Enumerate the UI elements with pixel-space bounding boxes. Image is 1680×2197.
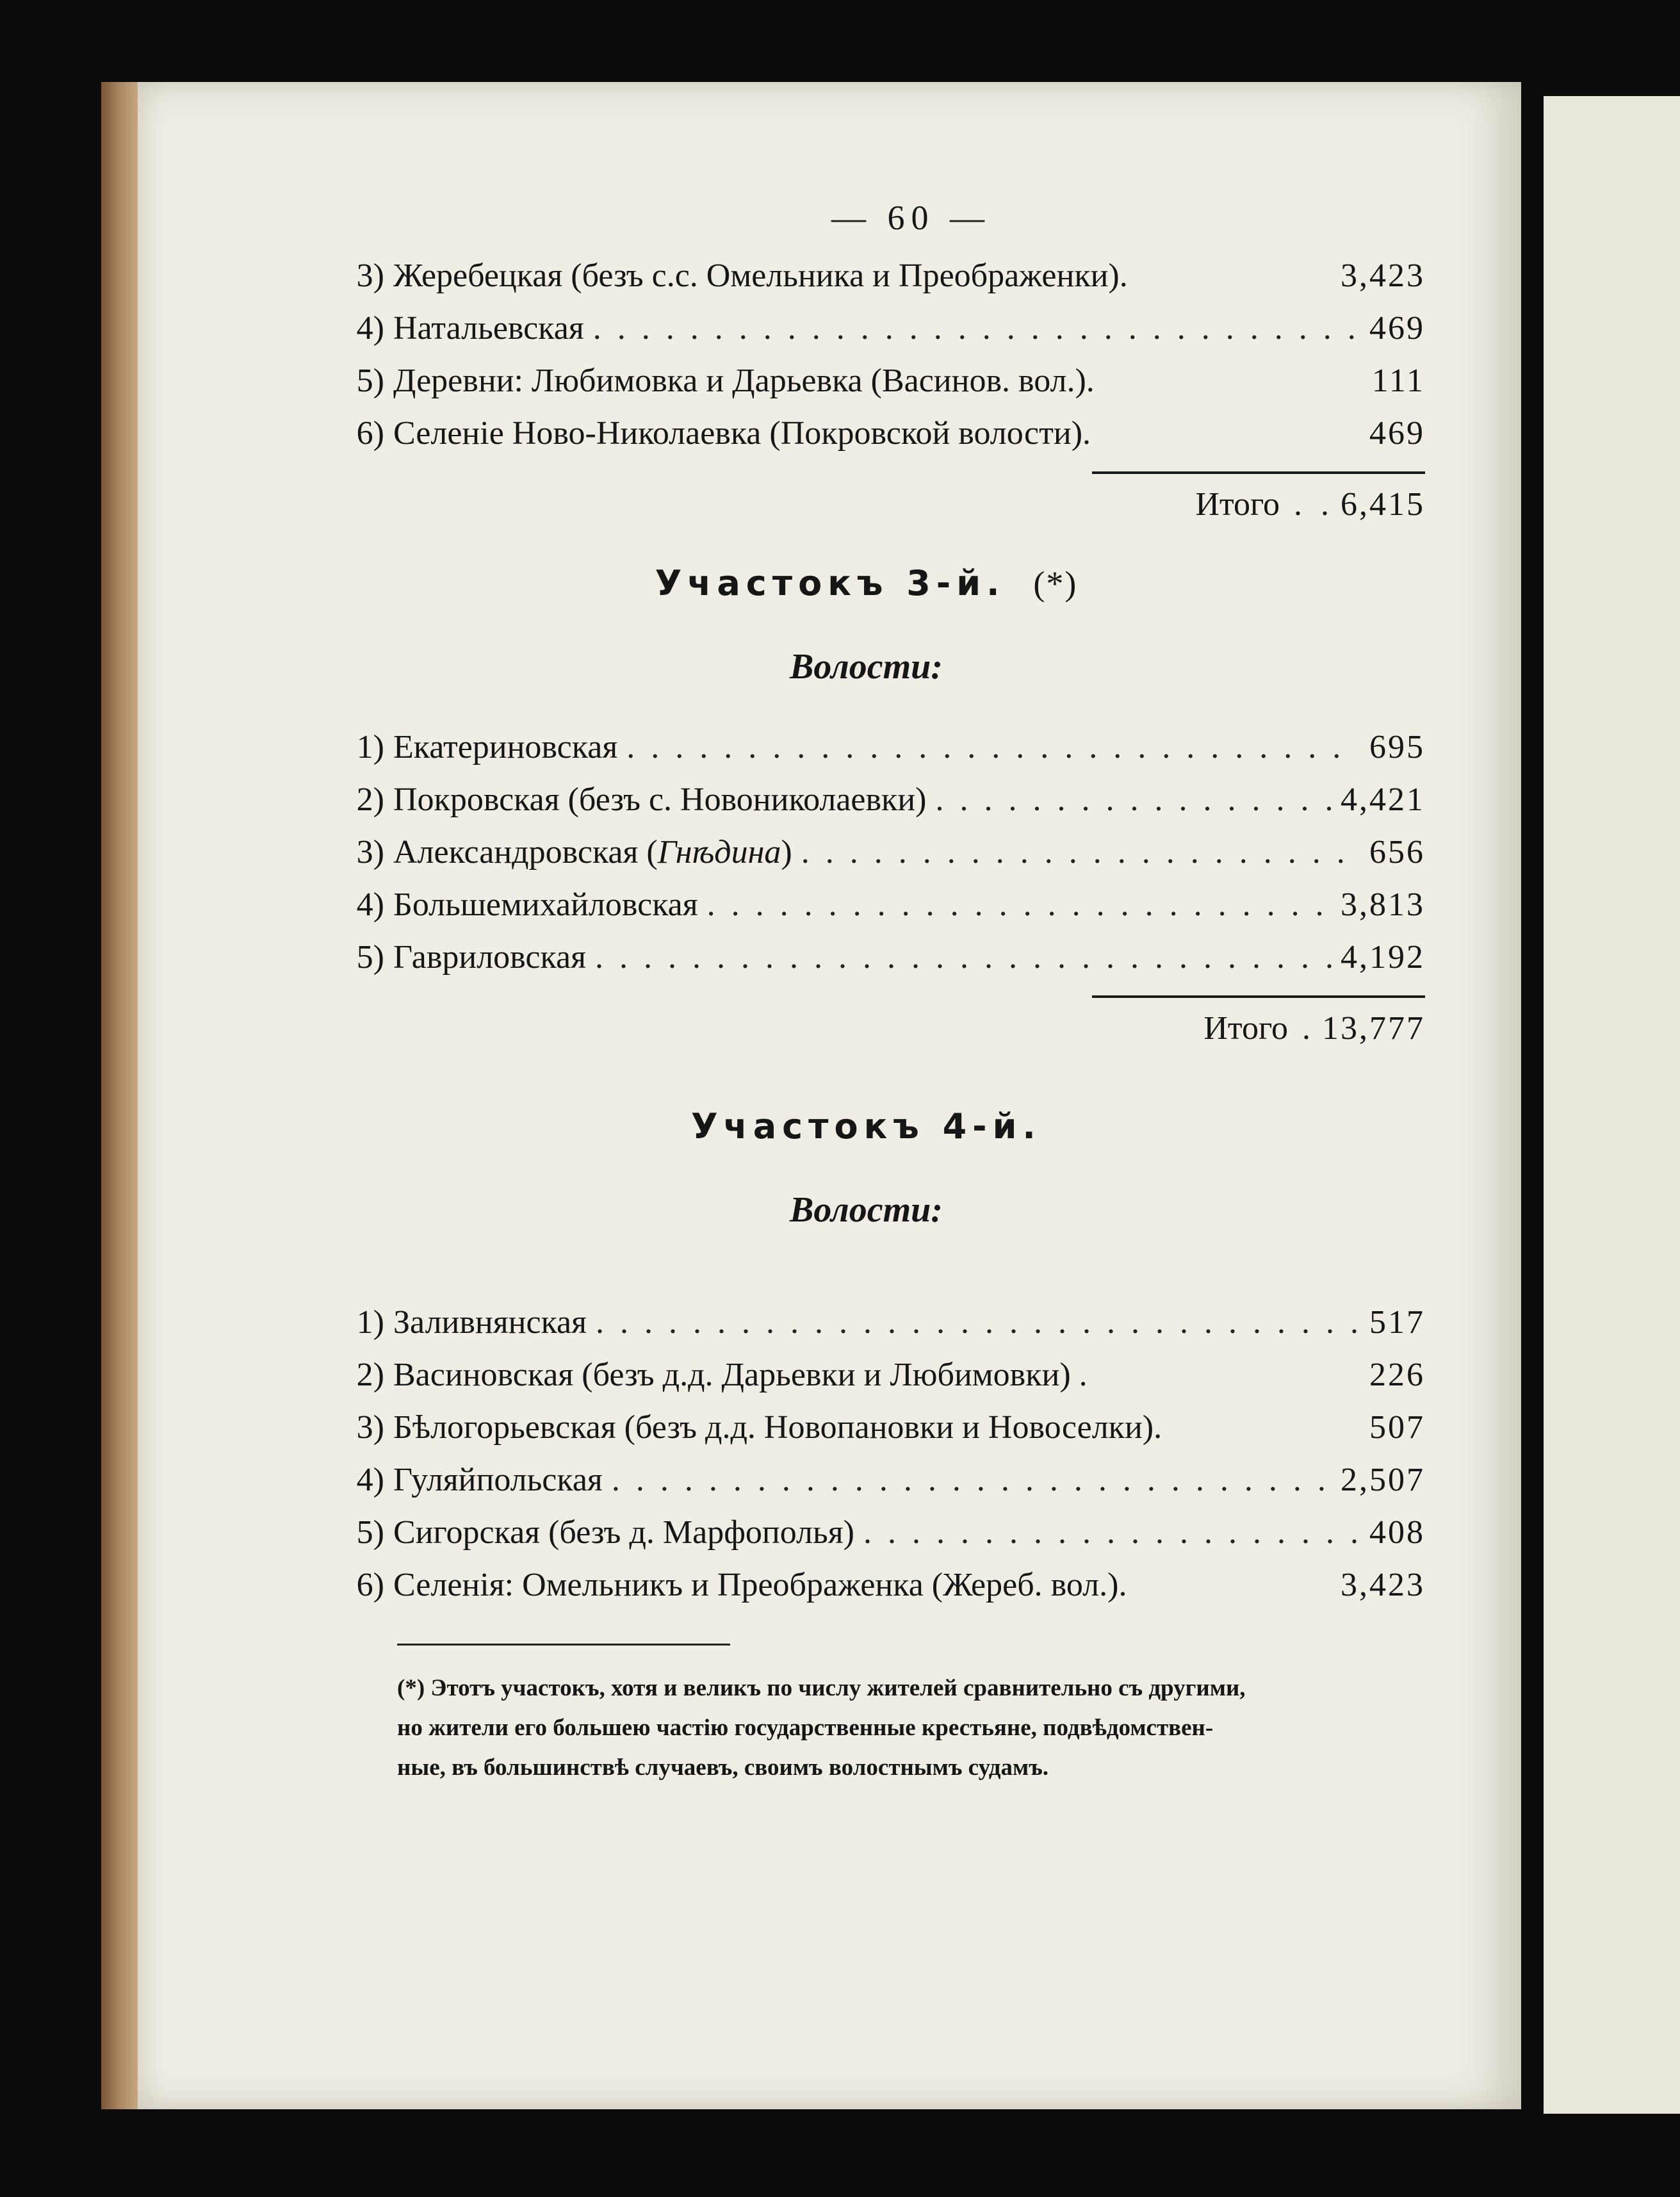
- leader-dots: [626, 721, 1358, 774]
- book-spine-edge: [101, 82, 140, 2109]
- adjacent-page-edge: [1544, 96, 1680, 2114]
- leader-dots: [596, 1296, 1358, 1349]
- leader-dots: [935, 774, 1332, 826]
- leader-dots: [612, 1454, 1332, 1507]
- list-item: 5) Деревни: Любимовка и Дарьевка (Васинов. вол.). 111: [356, 363, 1425, 399]
- section-heading: Участокъ 3-й. (*): [655, 563, 1078, 603]
- page-number: — 60 —: [831, 199, 991, 237]
- section-heading: Участокъ 4-й.: [691, 1106, 1041, 1147]
- footnote-mark: (*): [1033, 564, 1078, 603]
- leader-dots: [863, 1507, 1358, 1559]
- subheading: Волости:: [790, 1190, 943, 1230]
- leader-dots: [801, 826, 1358, 879]
- leader-dots: [595, 931, 1332, 984]
- footnote: (*) Этотъ участокъ, хотя и великъ по числу жителей сравнительно съ другими, но жители его большею частію государственные крестьяне, подвѣдомствен- ные, въ большинствѣ случаевъ, своимъ волостнымъ судамъ.: [397, 1675, 1246, 1781]
- list-item: 5) Гавриловская . . . 4,192: [307, 931, 1425, 984]
- total-row: Итого . . 6,415: [1195, 486, 1425, 523]
- list-item: 6) Селенія: Омельникъ и Преображенка (Жереб. вол.). 3,423: [356, 1567, 1425, 1603]
- list-item: 1) Екатериновская . . . 695: [307, 721, 1425, 774]
- list-continued: [307, 250, 1425, 535]
- list-item: 3) Жеребецкая (безъ с.с. Омельника и Преображенки). 3,423: [356, 257, 1425, 294]
- list-item: 5) Сигорская (безъ д. Марфополья) . . . 408: [307, 1507, 1425, 1559]
- list-item: 4) Большемихайловская . . . 3,813: [307, 879, 1425, 931]
- list-item: 2) Покровская (безъ с. Новониколаевки) . . . 4,421: [307, 774, 1425, 826]
- list-item: 1) Заливнянская . . . 517: [307, 1296, 1425, 1349]
- list-item: 4) Гуляйпольская . . . 2,507: [307, 1454, 1425, 1507]
- footnote-rule: [397, 1644, 730, 1646]
- list-section-4: [307, 1296, 1425, 1612]
- total-row: Итого . 13,777: [1203, 1010, 1425, 1047]
- list-item: 6) Селеніе Ново-Николаевка (Покровской волости). 469: [356, 415, 1425, 452]
- leader-dots: [707, 879, 1332, 931]
- subheading: Волости:: [790, 647, 943, 687]
- list-section-3: [307, 721, 1425, 1059]
- page-content: [307, 192, 1425, 1788]
- list-item: 4) Натальевская . . . 469: [307, 302, 1425, 355]
- list-item: 2) Васиновская (безъ д.д. Дарьевки и Любимовки) . 226: [356, 1357, 1425, 1393]
- list-item: 3) Бѣлогорьевская (безъ д.д. Новопановки и Новоселки). 507: [356, 1409, 1425, 1446]
- leader-dots: [593, 302, 1358, 355]
- list-item: 3) Александровская (Гнѣдина) . . . 656: [307, 826, 1425, 879]
